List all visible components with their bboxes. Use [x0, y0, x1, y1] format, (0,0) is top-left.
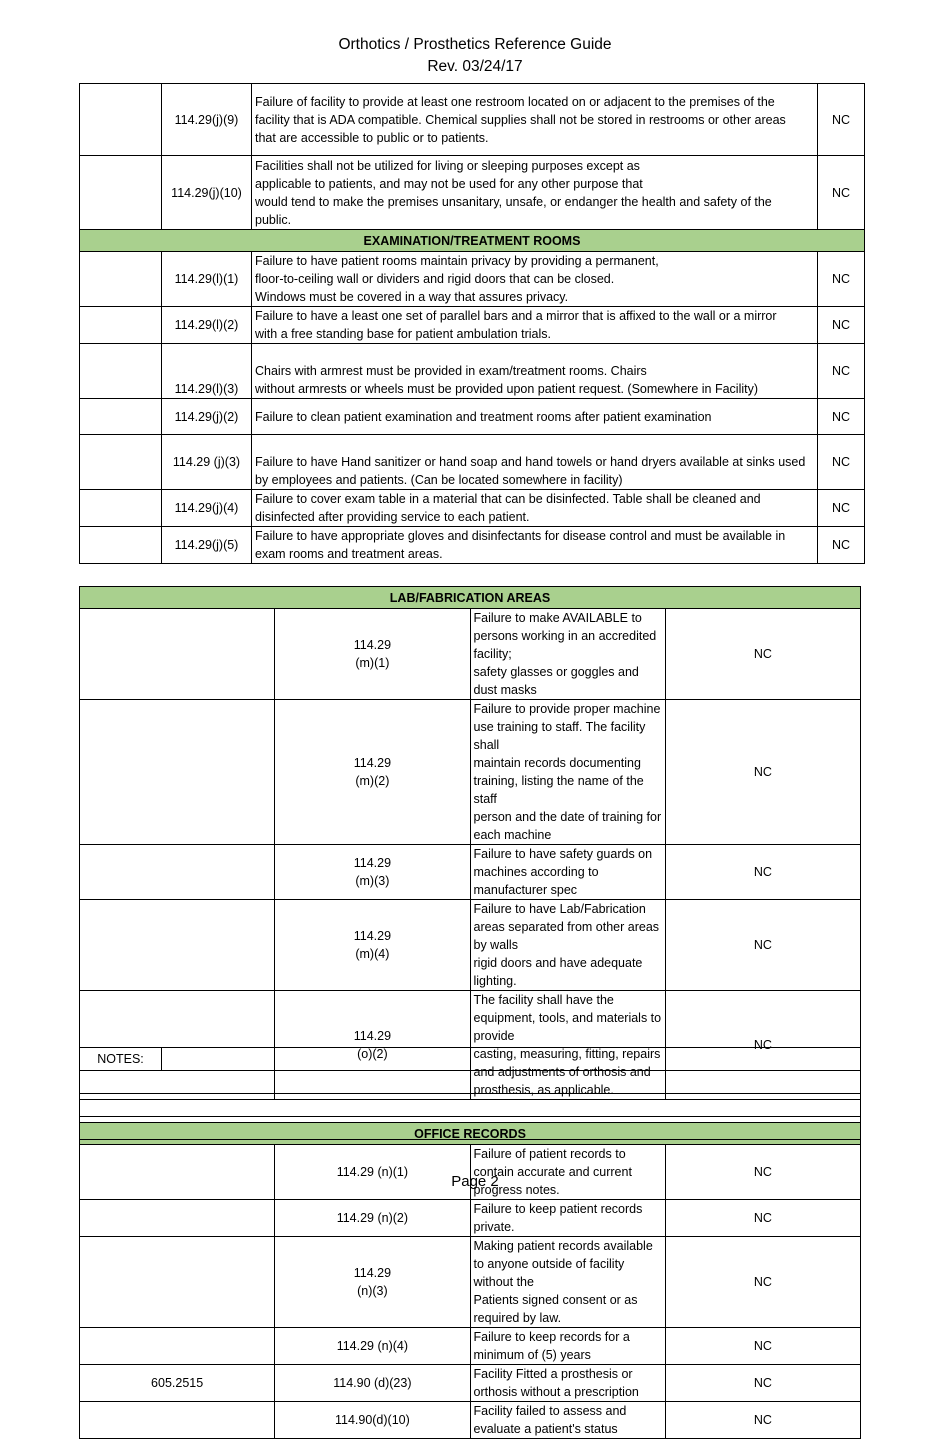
page-number: Page 2	[451, 1173, 499, 1190]
status-cell: NC	[818, 252, 865, 307]
table-row	[80, 1200, 861, 1237]
section-ref-cell	[80, 435, 162, 490]
notes-row	[80, 1117, 861, 1140]
status-cell: NC	[665, 1237, 860, 1328]
rule-code-cell: 114.90 (d)(23)	[275, 1365, 470, 1402]
status-cell: NC	[818, 307, 865, 344]
status-cell: NC	[665, 1328, 860, 1365]
section-ref-cell	[80, 307, 162, 344]
rule-code-cell: 114.29 (n)(2)	[275, 1200, 470, 1237]
rule-description-cell: Failure to cover exam table in a material that can be disinfected. Table shall be cleaned and disinfected after providing service to each patient.	[252, 490, 818, 527]
rule-description-cell: Failure to have safety guards on machines according to manufacturer spec	[470, 845, 665, 900]
section-ref-cell	[80, 156, 162, 230]
notes-row	[80, 1071, 861, 1094]
rule-description-cell: Failure to have patient rooms maintain privacy by providing a permanent, floor-to-ceiling wall or dividers and rigid doors that can be closed. Windows must be covered in a way that assures privacy.	[252, 252, 818, 307]
document-revision: Rev. 03/24/17	[427, 58, 523, 75]
notes-field	[80, 1071, 861, 1094]
table-row	[80, 307, 865, 344]
rule-code-cell: 114.29 (n)(1)	[275, 1145, 470, 1200]
rule-description-cell: Facility Fitted a prosthesis or orthosis without a prescription	[470, 1365, 665, 1402]
rule-description-cell: Facilities shall not be utilized for living or sleeping purposes except as applicable to patients, and may not be used for any other purpose that would tend to make the premises unsanitary, unsafe, or endanger the health and safety of the public.	[252, 156, 818, 230]
section-ref-cell: 605.2515	[80, 1365, 275, 1402]
notes-field	[80, 1117, 861, 1140]
table-row	[80, 435, 865, 490]
table-row	[80, 527, 865, 564]
status-cell: NC	[818, 156, 865, 230]
status-cell: NC	[818, 435, 865, 490]
section-ref-cell	[80, 252, 162, 307]
section-ref-cell	[80, 1328, 275, 1365]
rule-code-cell: 114.29(j)(2)	[162, 399, 252, 435]
rule-code-cell: 114.29(l)(2)	[162, 307, 252, 344]
rule-code-cell: 114.29 (m)(3)	[275, 845, 470, 900]
rule-description-cell: Failure to keep patient records private.	[470, 1200, 665, 1237]
status-cell: NC	[818, 490, 865, 527]
table-row	[80, 1145, 861, 1200]
rule-code-cell: 114.29 (n)(3)	[275, 1237, 470, 1328]
rule-code-cell: 114.29 (o)(2)	[275, 991, 470, 1100]
rule-code-cell: 114.29 (m)(1)	[275, 609, 470, 700]
rule-description-cell: Failure to clean patient examination and treatment rooms after patient examination	[252, 399, 818, 435]
table-row	[80, 900, 861, 991]
reference-table-1	[79, 83, 865, 564]
section-ref-cell	[80, 1237, 275, 1328]
rule-description-cell: Failure to provide proper machine use training to staff. The facility shall maintain records documenting training, listing the name of the staff person and the date of training for each machine	[470, 700, 665, 845]
rule-code-cell: 114.29(j)(4)	[162, 490, 252, 527]
table-row	[80, 1365, 861, 1402]
table-row	[80, 1237, 861, 1328]
rule-description-cell: Failure to have Hand sanitizer or hand soap and hand towels or hand dryers available at sinks used by employees and patients. (Can be located somewhere in facility)	[252, 435, 818, 490]
status-cell: NC	[665, 991, 860, 1100]
rule-description-cell: Making patient records available to anyone outside of facility without the Patients signed consent or as required by law.	[470, 1237, 665, 1328]
rule-code-cell: 114.29 (j)(3)	[162, 435, 252, 490]
status-cell: NC	[665, 1365, 860, 1402]
table-row	[80, 845, 861, 900]
notes-field	[80, 1094, 861, 1117]
table-row	[80, 399, 865, 435]
status-cell: NC	[665, 1200, 860, 1237]
rule-code-cell: 114.29(j)(5)	[162, 527, 252, 564]
status-cell: NC	[665, 1145, 860, 1200]
section-ref-cell	[80, 1402, 275, 1439]
section-ref-cell	[80, 527, 162, 564]
status-cell: NC	[665, 900, 860, 991]
rule-description-cell: Failure to have a least one set of parallel bars and a mirror that is affixed to the wall or a mirror with a free standing base for patient ambulation trials.	[252, 307, 818, 344]
section-title-lab-fabrication: LAB/FABRICATION AREAS	[80, 587, 861, 609]
table-row	[80, 1328, 861, 1365]
section-ref-cell	[80, 845, 275, 900]
rule-code-cell: 114.29 (m)(2)	[275, 700, 470, 845]
rule-code-cell: 114.29(j)(10)	[162, 156, 252, 230]
section-ref-cell	[80, 900, 275, 991]
notes-label: NOTES:	[80, 1048, 162, 1071]
status-cell: NC	[665, 700, 860, 845]
section-ref-cell	[80, 1145, 275, 1200]
status-cell: NC	[665, 845, 860, 900]
status-cell: NC	[818, 399, 865, 435]
rule-description-cell: Facility failed to assess and evaluate a patient's status	[470, 1402, 665, 1439]
section-ref-cell	[80, 399, 162, 435]
notes-table	[79, 1047, 861, 1140]
reference-table-2	[79, 586, 861, 1439]
rule-description-cell: Failure to keep records for a minimum of (5) years	[470, 1328, 665, 1365]
rule-description-cell: Failure of patient records to contain accurate and current progress notes.	[470, 1145, 665, 1200]
section-title-exam-treatment: EXAMINATION/TREATMENT ROOMS	[80, 230, 865, 252]
table-row	[80, 609, 861, 700]
rule-code-cell: 114.29(j)(9)	[162, 84, 252, 156]
rule-code-cell: 114.29(l)(3)	[162, 344, 252, 399]
rule-code-cell: 114.90(d)(10)	[275, 1402, 470, 1439]
section-header-row	[80, 587, 861, 609]
section-ref-cell	[80, 700, 275, 845]
table-row	[80, 700, 861, 845]
section-ref-cell	[80, 344, 162, 399]
section-header-row	[80, 230, 865, 252]
rule-code-cell: 114.29(l)(1)	[162, 252, 252, 307]
status-cell: NC	[665, 609, 860, 700]
rule-description-cell: The facility shall have the equipment, tools, and materials to provide casting, measuring, fitting, repairs and adjustments of orthosis and prosthesis, as applicable.	[470, 991, 665, 1100]
rule-description-cell: Failure to make AVAILABLE to persons working in an accredited facility; safety glasses or goggles and dust masks	[470, 609, 665, 700]
table-row	[80, 344, 865, 399]
notes-row	[80, 1048, 861, 1071]
rule-description-cell: Failure to have Lab/Fabrication areas separated from other areas by walls rigid doors and have adequate lighting.	[470, 900, 665, 991]
section-ref-cell	[80, 609, 275, 700]
status-cell: NC	[818, 527, 865, 564]
rule-code-cell: 114.29 (m)(4)	[275, 900, 470, 991]
rule-code-cell: 114.29 (n)(4)	[275, 1328, 470, 1365]
table-row	[80, 252, 865, 307]
table-row	[80, 84, 865, 156]
table-row	[80, 1402, 861, 1439]
section-ref-cell	[80, 84, 162, 156]
table-row	[80, 156, 865, 230]
status-cell: NC	[818, 344, 865, 399]
document-title: Orthotics / Prosthetics Reference Guide	[338, 36, 612, 53]
rule-description-cell: Chairs with armrest must be provided in exam/treatment rooms. Chairs without armrests or wheels must be provided upon patient request. (Somewhere in Facility)	[252, 344, 818, 399]
notes-field	[162, 1048, 861, 1071]
table-row	[80, 490, 865, 527]
rule-description-cell: Failure of facility to provide at least one restroom located on or adjacent to the premises of the facility that is ADA compatible. Chemical supplies shall not be stored in restrooms or other areas that are accessible to public or to patients.	[252, 84, 818, 156]
document-header	[0, 34, 950, 78]
section-ref-cell	[80, 1200, 275, 1237]
rule-description-cell: Failure to have appropriate gloves and disinfectants for disease control and must be available in exam rooms and treatment areas.	[252, 527, 818, 564]
status-cell: NC	[665, 1402, 860, 1439]
status-cell: NC	[818, 84, 865, 156]
section-ref-cell	[80, 490, 162, 527]
section-title-office-records: OFFICE RECORDS	[80, 1123, 861, 1145]
notes-row	[80, 1094, 861, 1117]
